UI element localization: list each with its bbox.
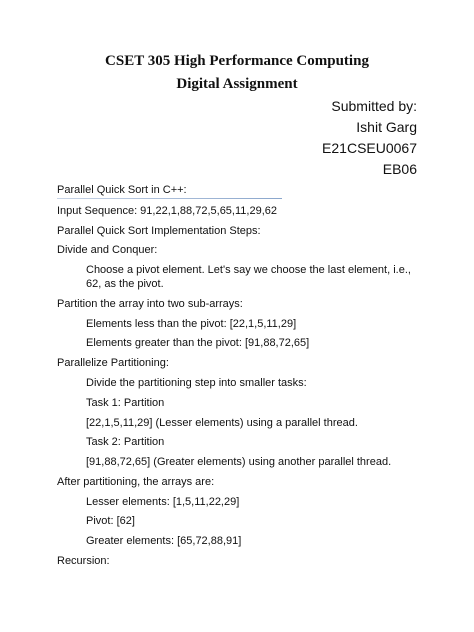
recursion-heading: Recursion: — [57, 555, 110, 567]
task1-label: Task 1: Partition — [86, 397, 165, 409]
lesser-elements: Lesser elements: [1,5,11,22,29] — [86, 496, 240, 508]
divide-text: Choose a pivot element. Let's say we choose the last element, i.e., 62, as the pivot. — [86, 264, 411, 290]
pivot-value: Pivot: [62] — [86, 515, 135, 527]
task2-label: Task 2: Partition — [86, 436, 165, 448]
parallelize-heading: Parallelize Partitioning: — [57, 357, 169, 369]
student-name: Ishit Garg — [356, 119, 417, 135]
greater-than-pivot: Elements greater than the pivot: [91,88,72,65] — [86, 337, 310, 349]
submitted-by-label: Submitted by: — [331, 98, 417, 114]
batch-code: EB06 — [382, 161, 417, 177]
input-sequence: Input Sequence: 91,22,1,88,72,5,65,11,29,62 — [57, 205, 277, 217]
partition-heading: Partition the array into two sub-arrays: — [57, 298, 243, 310]
greater-elements: Greater elements: [65,72,88,91] — [86, 535, 242, 547]
less-than-pivot: Elements less than the pivot: [22,1,5,11,29] — [86, 318, 297, 330]
document-title: CSET 305 High Performance Computing — [105, 53, 369, 69]
section-heading: Parallel Quick Sort in C++: — [57, 184, 187, 196]
divide-heading: Divide and Conquer: — [57, 244, 158, 256]
document-subtitle: Digital Assignment — [176, 76, 298, 92]
steps-heading: Parallel Quick Sort Implementation Steps: — [57, 225, 261, 237]
roll-number: E21CSEU0067 — [322, 140, 417, 156]
after-heading: After partitioning, the arrays are: — [57, 476, 215, 488]
parallelize-text: Divide the partitioning step into smaller tasks: — [86, 377, 307, 389]
task1-text: [22,1,5,11,29] (Lesser elements) using a parallel thread. — [86, 417, 358, 429]
task2-text: [91,88,72,65] (Greater elements) using another parallel thread. — [86, 456, 392, 468]
divider — [57, 198, 282, 199]
